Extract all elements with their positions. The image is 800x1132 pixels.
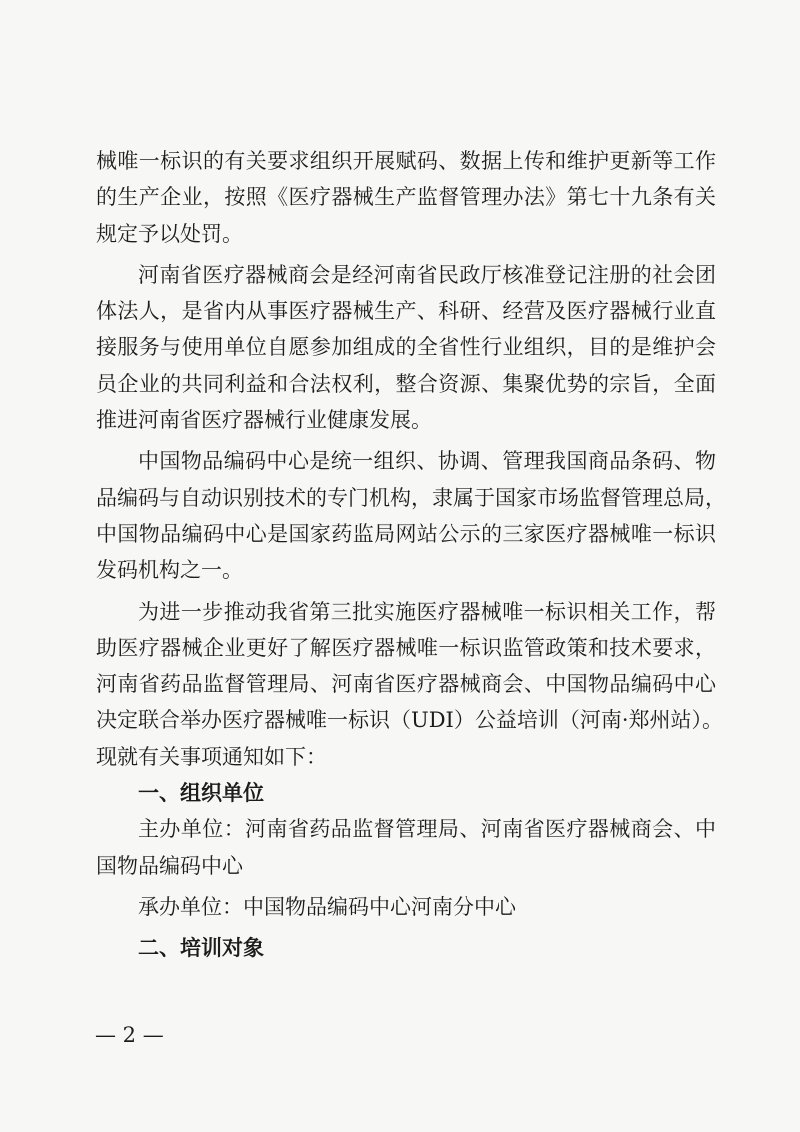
section-audience — [96, 930, 716, 966]
text-line: 品编码与自动识别技术的专门机构，隶属于国家市场监督管理总局， — [96, 485, 726, 510]
text-line: 规定予以处罚。 — [96, 221, 243, 246]
paragraph-purpose — [96, 594, 724, 775]
page-number: — 2 — — [95, 1023, 164, 1047]
text-line: 械唯一标识的有关要求组织开展赋码、数据上传和维护更新等工作 — [96, 149, 716, 173]
text-line: 现就有关事项通知如下： — [96, 744, 327, 769]
section-heading: 一、组织单位 — [138, 781, 264, 806]
text-line: 助医疗器械企业更好了解医疗器械唯一标识监管政策和技术要求， — [96, 635, 716, 660]
text-line: 中国物品编码中心是统一组织、协调、管理我国商品条码、物 — [138, 449, 716, 474]
host-units-cont: 国物品编码中心 — [96, 853, 243, 878]
paragraph-ancc — [96, 443, 726, 588]
text-line: 为进一步推动我省第三批实施医疗器械唯一标识相关工作，帮 — [138, 599, 716, 624]
organizer-unit: 承办单位：中国物品编码中心河南分中心 — [138, 894, 516, 919]
section-heading: 二、培训对象 — [138, 936, 264, 961]
host-units: 主办单位：河南省药品监督管理局、河南省医疗器械商会、中 — [138, 817, 716, 842]
text-line: 中国物品编码中心是国家药监局网站公示的三家医疗器械唯一标识 — [96, 521, 716, 546]
text-line: 河南省药品监督管理局、河南省医疗器械商会、中国物品编码中心 — [96, 672, 716, 697]
text-line: 的生产企业，按照《医疗器械生产监督管理办法》第七十九条有关 — [96, 185, 716, 210]
text-line: 体法人，是省内从事医疗器械生产、科研、经营及医疗器械行业直 — [96, 299, 716, 324]
organizer-unit-para — [96, 889, 716, 925]
section-organizers — [96, 775, 716, 884]
paragraph-penalty — [96, 143, 716, 252]
text-line: 决定联合举办医疗器械唯一标识（UDI）公益培训（河南·郑州站）。 — [96, 708, 724, 733]
paragraph-chamber — [96, 257, 716, 438]
text-line: 发码机构之一。 — [96, 558, 243, 583]
text-line: 推进河南省医疗器械行业健康发展。 — [96, 408, 432, 433]
text-line: 河南省医疗器械商会是经河南省民政厅核准登记注册的社会团 — [138, 262, 716, 287]
text-line: 员企业的共同利益和合法权利，整合资源、集聚优势的宗旨，全面 — [96, 371, 716, 396]
text-line: 接服务与使用单位自愿参加组成的全省性行业组织，目的是维护会 — [96, 335, 716, 360]
document-body — [96, 143, 726, 967]
